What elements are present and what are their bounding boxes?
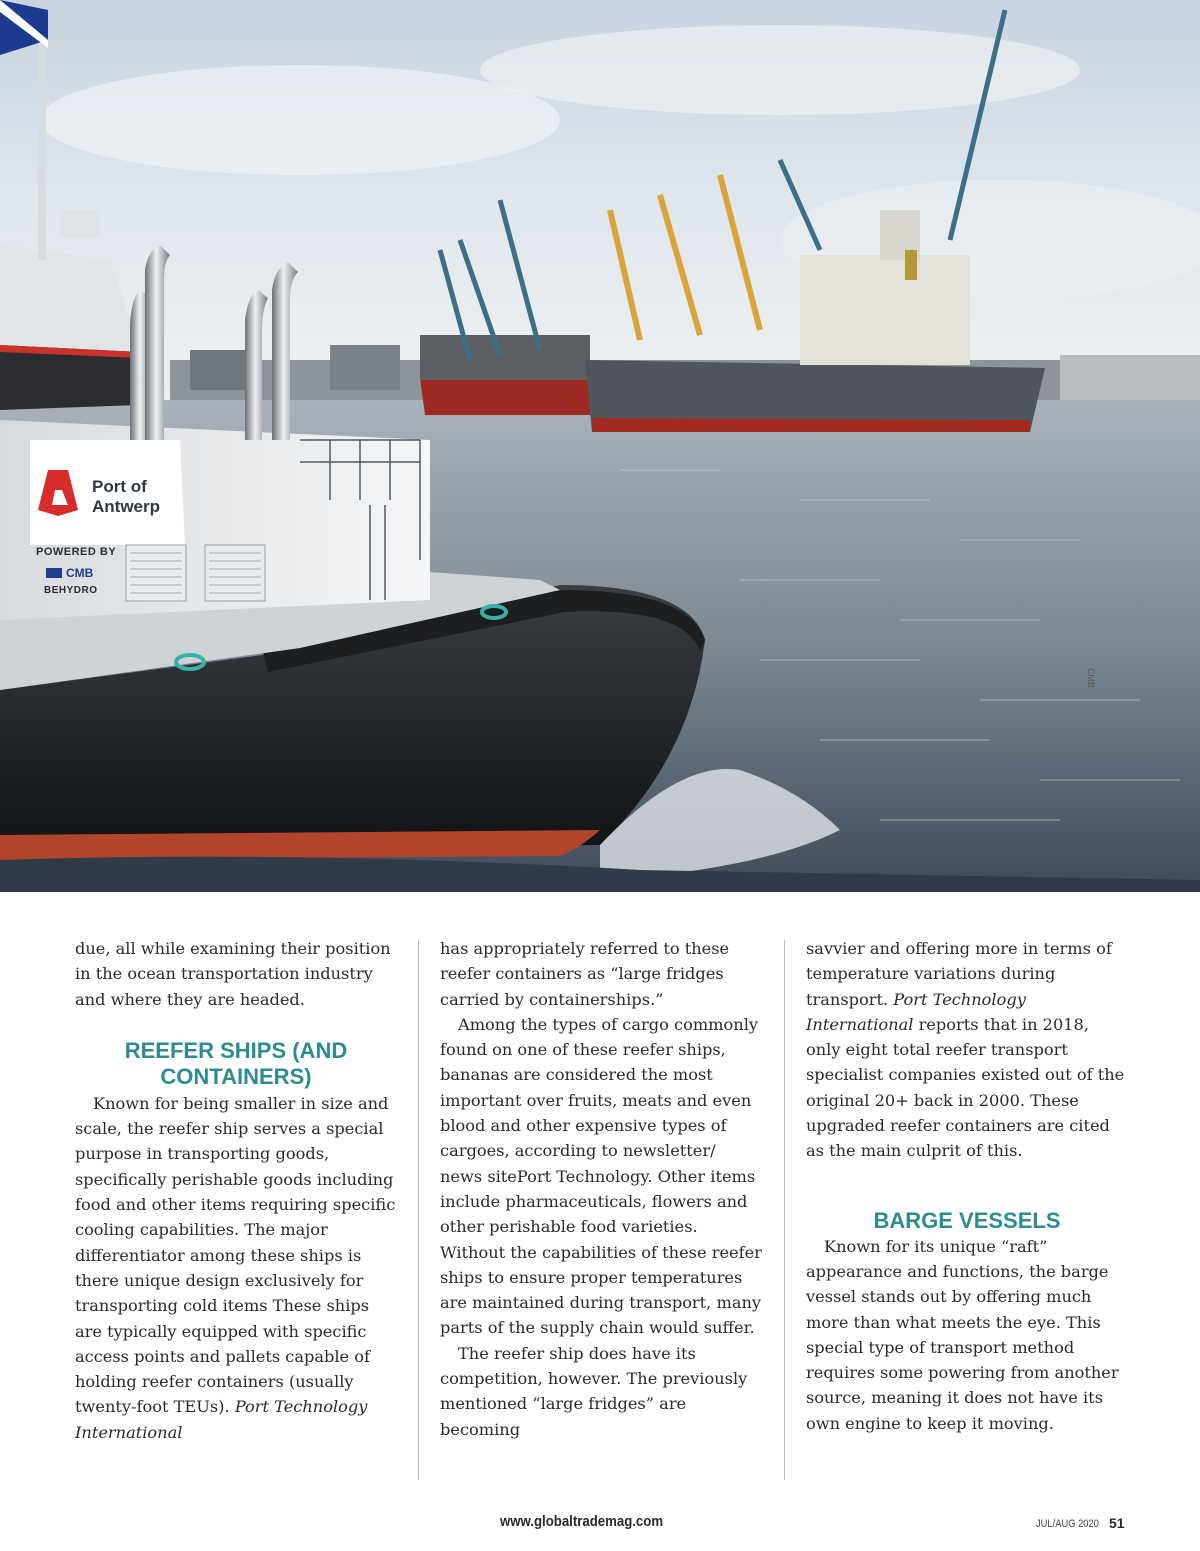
column-divider-2: [784, 940, 785, 1480]
column-1-paragraph-2: [75, 1091, 397, 1445]
photo-credit: CMB: [1086, 668, 1096, 688]
footer-issue-date: JUL/AUG 2020: [1036, 1518, 1099, 1530]
column-3-paragraph-1: [806, 936, 1128, 1164]
publication-name: Port Technology International: [806, 989, 1026, 1034]
column-2-paragraph-3: The reefer ship does have its competition, however. The previously mentioned “large fridges” are becoming: [440, 1343, 748, 1439]
column-3-paragraph-1-end: reports that in 2018, only eight total reefer transport specialist companies existed out of the original 20+ back in 2000. These upgraded reefer containers are cited as the main culprit of this.: [806, 1014, 1125, 1161]
column-divider-1: [418, 940, 419, 1480]
heading-barge-vessels: BARGE VESSELS: [873, 1207, 1061, 1233]
heading-line-1: REEFER SHIPS (AND: [124, 1037, 348, 1063]
port-of-antwerp-logo: [92, 477, 160, 517]
column-1-paragraph-2-text: Known for being smaller in size and scale, the reefer ship serves a special purpose in transporting goods, specifically perishable goods including food and other items requiring specific cooling capabilities. The major differentiator among these ships is there unique design exclusively for transporting cold items These ships are typically equipped with specific access points and pallets capable of holding reefer containers (usually twenty-foot TEUs).: [75, 1093, 396, 1417]
logo-line-2: Antwerp: [92, 497, 160, 516]
publication-name: Port Technology International: [75, 1397, 368, 1442]
column-2: [440, 936, 762, 1442]
heading-reefer-ships: [75, 1038, 397, 1090]
column-3: [806, 936, 1128, 1436]
behydro-label: BEHYDRO: [44, 585, 98, 596]
logo-line-1: Port of: [92, 477, 147, 496]
column-2-paragraph-1: has appropriately referred to these reefer containers as “large fridges carried by containerships.”: [440, 939, 730, 1009]
cmb-label: CMB: [66, 566, 94, 580]
powered-by-label: POWERED BY: [36, 546, 117, 558]
column-1-paragraph-1: due, all while examining their position in the ocean transportation industry and where they are headed.: [75, 939, 391, 1009]
footer-website: www.globaltrademag.com: [500, 1513, 664, 1530]
column-3-paragraph-1-start: savvier and offering more in terms of temperature variations during transport.: [806, 939, 1112, 1009]
column-1: [75, 936, 397, 1445]
column-3-paragraph-2: Known for its unique “raft” appearance and functions, the barge vessel stands out by offering much more than what meets the eye. This special type of transport method requires some powering from another source, meaning it does not have its own engine to keep it moving.: [806, 1236, 1119, 1433]
page-number: 51: [1109, 1515, 1125, 1531]
column-2-paragraph-2: Among the types of cargo commonly found on one of these reefer ships, bananas are considered the most important over fruits, meats and even blood and other expensive types of cargoes, according to newsletter/ news sitePort Technology. Other items include pharmaceuticals, flowers and other perishable food varieties. Without the capabilities of these reefer ships to ensure proper temperatures are maintained during transport, many parts of the supply chain would suffer.: [440, 1014, 762, 1338]
heading-line-2: CONTAINERS): [160, 1063, 312, 1089]
